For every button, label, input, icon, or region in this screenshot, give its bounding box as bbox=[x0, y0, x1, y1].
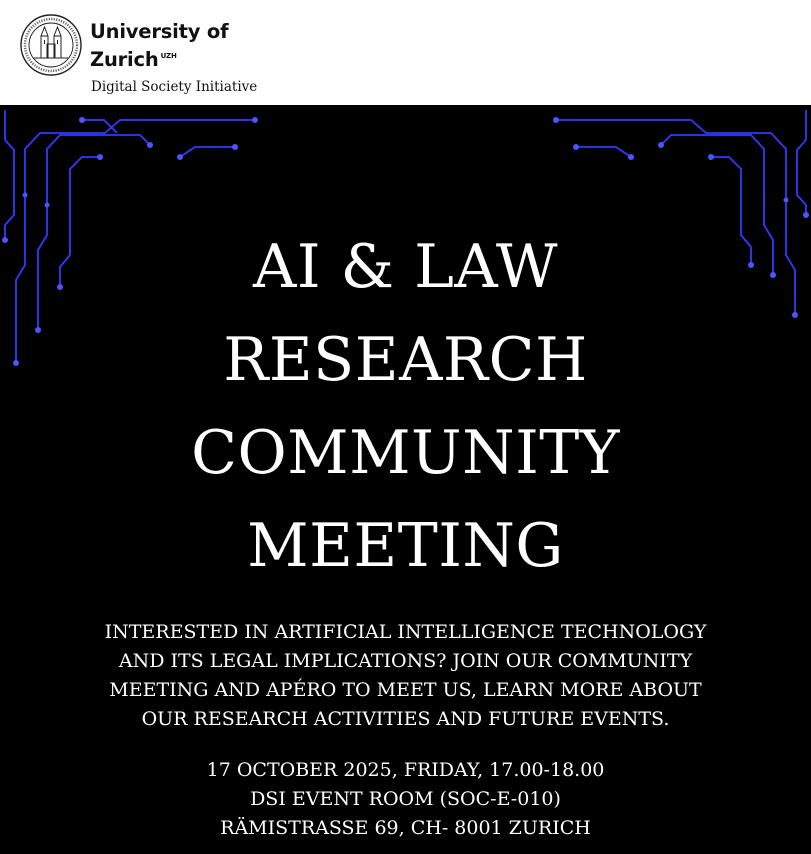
title-line: AI & LAW bbox=[253, 232, 558, 302]
event-address: RÄMISTRASSE 69, CH- 8001 ZURICH bbox=[220, 817, 591, 839]
description-line: INTERESTED IN ARTIFICIAL INTELLIGENCE TECHNOLOGY bbox=[104, 621, 707, 643]
event-details bbox=[0, 756, 811, 843]
description-line: AND ITS LEGAL IMPLICATIONS? JOIN OUR COMMUNITY bbox=[118, 650, 693, 672]
university-seal-icon bbox=[20, 14, 82, 76]
university-name-line1: University of bbox=[90, 20, 229, 43]
university-name bbox=[90, 20, 228, 72]
event-description bbox=[0, 618, 811, 734]
department-name: Digital Society Initiative bbox=[91, 79, 258, 95]
description-line: OUR RESEARCH ACTIVITIES AND FUTURE EVENTS. bbox=[141, 708, 670, 730]
title-line: MEETING bbox=[247, 511, 564, 581]
event-title bbox=[0, 221, 811, 593]
event-datetime: 17 OCTOBER 2025, FRIDAY, 17.00-18.00 bbox=[206, 759, 605, 781]
university-abbreviation: UZH bbox=[160, 52, 177, 60]
title-line: RESEARCH bbox=[223, 325, 588, 395]
header-bar bbox=[0, 0, 811, 105]
title-line: COMMUNITY bbox=[191, 418, 620, 488]
description-line: MEETING AND APÉRO TO MEET US, LEARN MORE ABOUT bbox=[109, 679, 702, 701]
university-name-line2: Zurich bbox=[90, 48, 159, 71]
event-room: DSI EVENT ROOM (SOC-E-010) bbox=[250, 788, 561, 810]
